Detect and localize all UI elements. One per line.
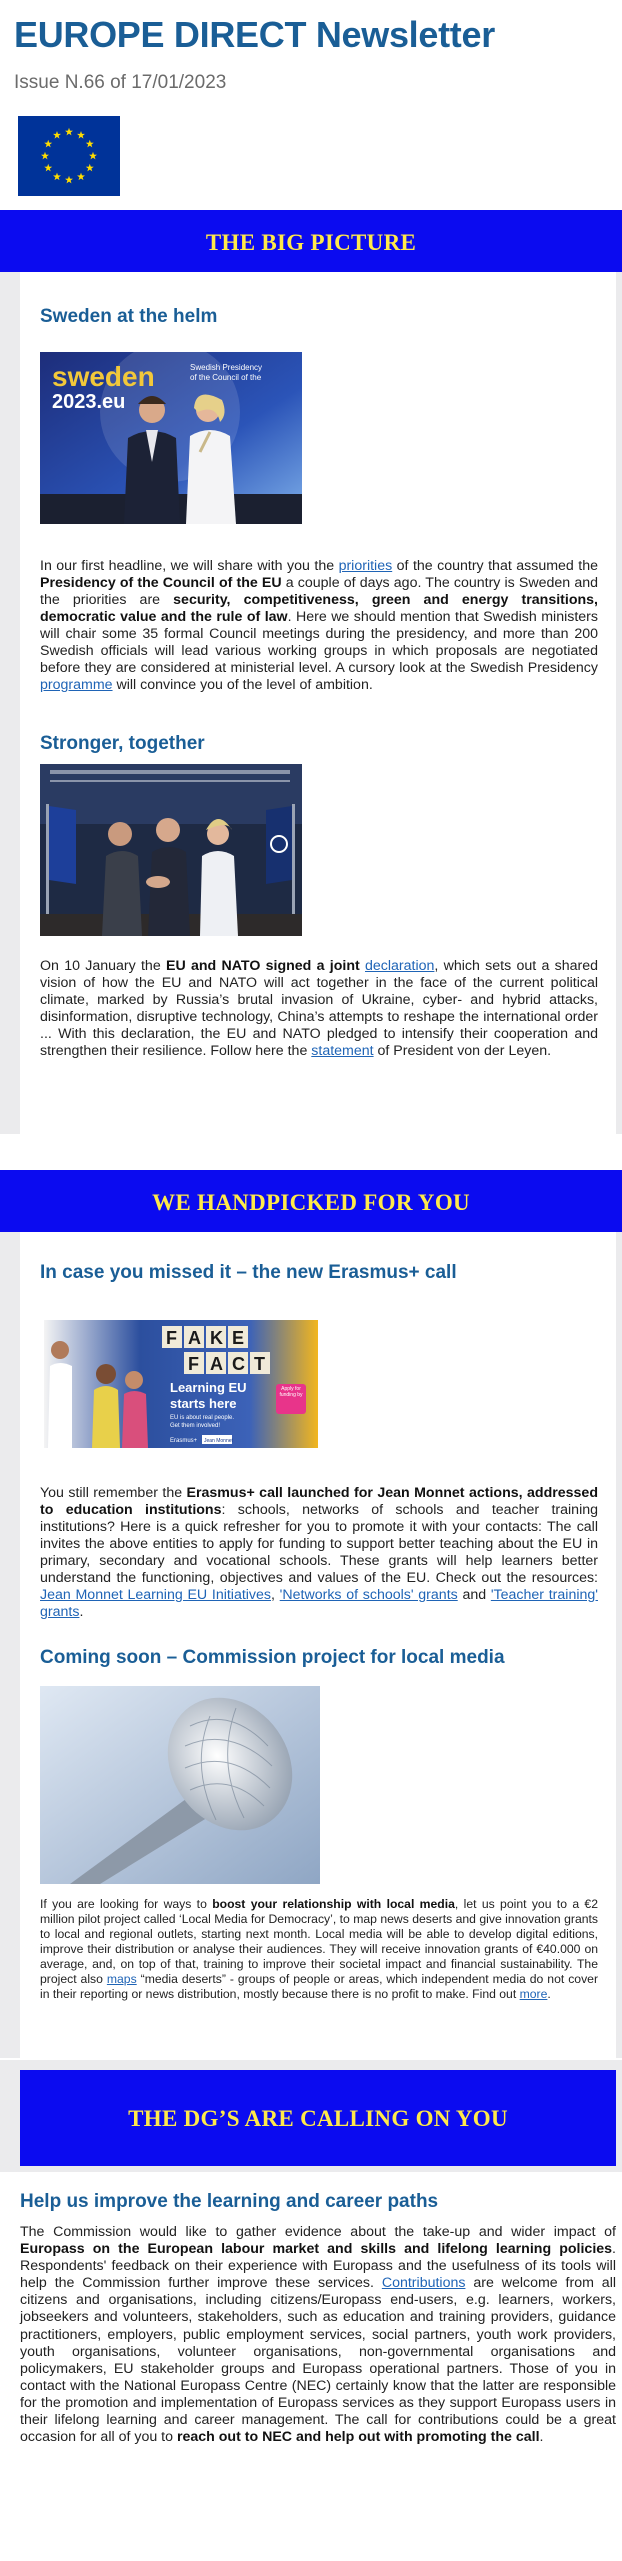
link-teacher-grants[interactable]: 'Teacher training' grants xyxy=(40,1587,598,1620)
text: . xyxy=(539,2429,544,2446)
bold-text: Presidency of the Council of the EU xyxy=(40,575,282,591)
text: . xyxy=(547,1987,551,2001)
text: If you are looking for ways to xyxy=(40,1897,213,1911)
article-body-sweden xyxy=(40,558,598,694)
bold-text: boost your relationship with local media xyxy=(212,1897,455,1911)
image-text: EU is about real people. xyxy=(170,1415,235,1421)
article-body-europass xyxy=(20,2224,616,2446)
section-band-dgs xyxy=(20,2070,616,2166)
link-declaration[interactable]: declaration xyxy=(365,958,435,974)
bold-text: reach out to NEC and help out with promoting the call xyxy=(176,2429,540,2446)
image-text: T xyxy=(254,1354,265,1374)
article-body-nato xyxy=(40,958,598,1060)
text: . xyxy=(79,1604,84,1620)
microphone-photo xyxy=(40,1686,320,1884)
link-contributions[interactable]: Contributions xyxy=(381,2275,466,2292)
article-body-local-media xyxy=(40,1897,598,2002)
image-text: C xyxy=(232,1354,245,1374)
link-jean-monnet[interactable]: Jean Monnet Learning EU Initiatives xyxy=(40,1587,272,1603)
text: : schools, networks of schools and teacher training institutions? Here is a quick refresher for you to promote it with your contacts: The call invites the above entities to apply for funding to support better teaching about the EU in primary, secondary and vocational schools. These grants will help learners better understand the functioning, objectives and values of the EU. Check out the resources: xyxy=(40,1502,598,1586)
link-priorities[interactable]: priorities xyxy=(338,558,393,574)
article-heading-erasmus: In case you missed it – the new Erasmus+ call xyxy=(40,1262,457,1283)
svg-text:2023.eu: 2023.eu xyxy=(52,391,126,413)
text: “media deserts” - groups of people or areas, which independent media do not cover in their reporting or news distribution, mostly because there is no profit to make. Find out xyxy=(40,1972,598,2001)
text: , xyxy=(271,1587,280,1603)
section-title: THE DG’S ARE CALLING ON YOU xyxy=(128,2106,508,2131)
image-text: K xyxy=(210,1328,223,1348)
section-title: WE HANDPICKED FOR YOU xyxy=(152,1190,470,1215)
text: , let us point you to a €2 million pilot project called ‘Local Media for Democracy’, to map news deserts and give innovation grants to local and regional outlets, starting next month. Local media will be able to develop digital editions, improve their distribution or analyse their audiences. They will receive innovation grants of €40.000 on average, and, on top of that, training to improve their societal impact and financial sustainability. The project also xyxy=(40,1897,598,1986)
image-text: Erasmus+ xyxy=(170,1438,198,1444)
text: You still remember the xyxy=(40,1485,187,1501)
photo-caption-text: sweden xyxy=(52,361,155,392)
link-statement[interactable]: statement xyxy=(311,1043,374,1059)
bold-text: EU and NATO signed a joint xyxy=(166,958,365,974)
section-title: THE BIG PICTURE xyxy=(205,230,417,255)
article-heading-sweden: Sweden at the helm xyxy=(40,306,218,327)
text: . Here we should mention that Swedish ministers will chair some 35 formal Council meetings during the presidency, and more than 200 Swedish officials will lead various working groups in which proposals are negotiated before they are considered at ministerial level. A cursory look at the Swedish Presidency xyxy=(40,609,598,676)
newsletter-title: EUROPE DIRECT Newsletter xyxy=(14,14,495,55)
section-band-big-picture xyxy=(0,210,622,272)
eu-flag-icon xyxy=(18,116,120,196)
text: are welcome from all citizens and organisations, including citizens/Europass end-users, e.g. learners, workers, jobseekers and volunteers, stakeholders, such as education and training providers, guidance practitioners, employers, public employment services, social partners, youth work providers, youth organisations, volunteer organisations, non-governmental organisations and policymakers, EU stakeholder groups and Europass operational partners. Those of you in contact with the National Europass Centre (NEC) certainly know that the latter are responsible for the promotion and implementation of Europass services as they support Europass users in their lifelong learning and career management. The call for contributions could be a great occasion for all of you to xyxy=(20,2275,616,2446)
svg-text:of the Council of the: of the Council of the xyxy=(190,373,262,382)
image-text: F xyxy=(166,1328,177,1348)
section-band-handpicked xyxy=(0,1170,622,1232)
image-text: Get them involved! xyxy=(170,1423,221,1429)
image-text: Learning EU xyxy=(170,1380,247,1395)
text: In our first headline, we will share with you the xyxy=(40,558,339,574)
link-networks-grants[interactable]: 'Networks of schools' grants xyxy=(279,1587,458,1603)
article-heading-europass: Help us improve the learning and career paths xyxy=(20,2191,439,2212)
issue-line: Issue N.66 of 17/01/2023 xyxy=(14,72,227,93)
article-heading-local-media: Coming soon – Commission project for local media xyxy=(40,1647,505,1668)
image-text: E xyxy=(232,1328,245,1348)
svg-text:Swedish Presidency: Swedish Presidency xyxy=(190,363,263,372)
image-text: Apply for funding by xyxy=(279,1386,303,1398)
link-more[interactable]: more xyxy=(519,1987,548,2001)
image-text: A xyxy=(188,1328,201,1348)
bold-text: Europass on the European labour market and skills and lifelong learning policies xyxy=(20,2241,613,2258)
link-programme[interactable]: programme xyxy=(40,677,113,693)
article-heading-nato: Stronger, together xyxy=(40,733,205,754)
text: and xyxy=(457,1587,491,1603)
text: . Respondents' feedback on their experience with Europass and the usefulness of its tools will help the Commission further improve these services. xyxy=(20,2241,616,2292)
sweden-presidency-photo xyxy=(40,352,302,524)
link-maps[interactable]: maps xyxy=(106,1972,137,1986)
text: , which sets out a shared vision of how the EU and NATO will act together in the face of the current political climate, marked by Russia’s brutal invasion of Ukraine, cyber- and hybrid attacks, disinformation, disruptive technology, China’s attempts to reshape the international order ... With this declaration, the EU and NATO pledged to intensify their cooperation and strengthen their resilience. Follow here the xyxy=(40,958,599,1059)
image-text: Jean Monnet xyxy=(204,1438,233,1444)
bold-text: Erasmus+ call launched for Jean Monnet actions, addressed to education institutions xyxy=(40,1485,598,1518)
text: a couple of days ago. The country is Sweden and the priorities are xyxy=(40,575,598,608)
text: The Commission would like to gather evidence about the take-up and wider impact of xyxy=(20,2224,616,2240)
image-text: starts here xyxy=(170,1396,237,1411)
learning-eu-promo-image xyxy=(44,1320,318,1448)
eu-nato-signing-photo xyxy=(40,764,302,936)
masthead xyxy=(0,0,622,200)
text: of the country that assumed the xyxy=(392,558,598,574)
text: On 10 January the xyxy=(40,958,166,974)
article-body-erasmus xyxy=(40,1485,598,1621)
text: of President von der Leyen. xyxy=(373,1043,552,1059)
image-text: A xyxy=(210,1354,223,1374)
bold-text: security, competitiveness, green and energy transitions, democratic value and the rule of law xyxy=(40,592,598,625)
text: will convince you of the level of ambition. xyxy=(112,677,373,693)
image-text: F xyxy=(188,1354,199,1374)
